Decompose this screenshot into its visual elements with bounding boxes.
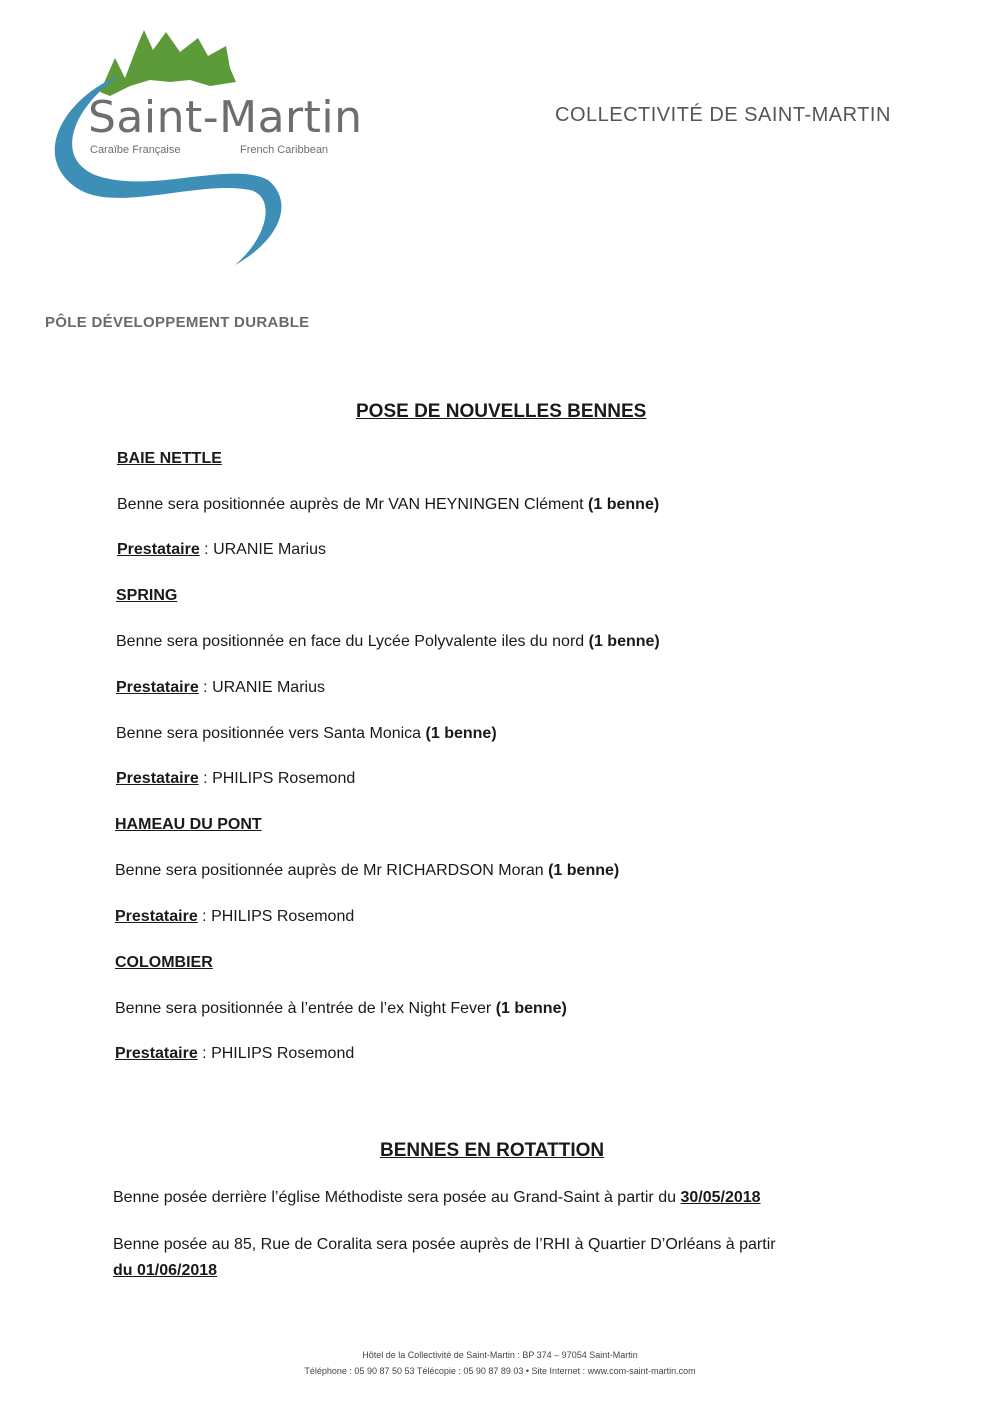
rotation-text: Benne posée au 85, Rue de Coralita sera posée auprès de l’RHI à Quartier D’Orléans à partir: [113, 1236, 776, 1253]
prestataire-label: Prestataire: [117, 541, 200, 558]
department-name: PÔLE DÉVELOPPEMENT DURABLE: [45, 314, 310, 331]
benne-quantity: (1 benne): [588, 496, 660, 513]
prestataire-label: Prestataire: [115, 908, 198, 925]
prestataire-line: [116, 770, 355, 788]
prestataire-label: Prestataire: [116, 770, 199, 787]
benne-line: [116, 725, 497, 743]
rotation-date: 30/05/2018: [680, 1189, 761, 1206]
prestataire-line: [116, 679, 325, 697]
benne-quantity: (1 benne): [588, 633, 660, 650]
prestataire-name: : PHILIPS Rosemond: [203, 770, 356, 787]
benne-text: Benne sera positionnée vers Santa Monica: [116, 725, 422, 742]
section-heading: SPRING: [116, 587, 178, 604]
prestataire-line: [115, 1045, 354, 1063]
logo-title: Saint-Martin: [88, 92, 363, 143]
section-heading: BAIE NETTLE: [117, 450, 222, 467]
rotation-text: Benne posée derrière l’église Méthodiste sera posée au Grand-Saint à partir du: [113, 1189, 676, 1206]
benne-line: [115, 1000, 567, 1018]
benne-line: [116, 633, 660, 651]
document-title: POSE DE NOUVELLES BENNES: [356, 401, 647, 422]
benne-quantity: (1 benne): [495, 1000, 567, 1017]
logo-subtitle-en: French Caribbean: [240, 144, 329, 156]
benne-text: Benne sera positionnée auprès de Mr VAN HEYNINGEN Clément: [117, 496, 584, 513]
organization-name: COLLECTIVITÉ DE SAINT-MARTIN: [555, 104, 891, 126]
benne-text: Benne sera positionnée en face du Lycée Polyvalente iles du nord: [116, 633, 585, 650]
prestataire-name: : URANIE Marius: [204, 541, 326, 558]
rotation-line: [113, 1236, 776, 1254]
rotation-date: du 01/06/2018: [113, 1262, 218, 1279]
prestataire-label: Prestataire: [115, 1045, 198, 1062]
benne-quantity: (1 benne): [425, 725, 497, 742]
prestataire-line: [115, 908, 354, 926]
prestataire-label: Prestataire: [116, 679, 199, 696]
prestataire-line: [117, 541, 326, 559]
rotation-line: [113, 1189, 761, 1207]
prestataire-name: : URANIE Marius: [203, 679, 325, 696]
section-heading: HAMEAU DU PONT: [115, 816, 262, 833]
benne-line: [117, 496, 659, 514]
prestataire-name: : PHILIPS Rosemond: [202, 1045, 355, 1062]
logo-subtitle-fr: Caraïbe Française: [90, 144, 181, 156]
rotation-title: BENNES EN ROTATTION: [380, 1140, 605, 1161]
section-heading: COLOMBIER: [115, 954, 213, 971]
prestataire-name: : PHILIPS Rosemond: [202, 908, 355, 925]
benne-quantity: (1 benne): [548, 862, 620, 879]
benne-line: [115, 862, 619, 880]
benne-text: Benne sera positionnée auprès de Mr RICHARDSON Moran: [115, 862, 544, 879]
benne-text: Benne sera positionnée à l’entrée de l’ex Night Fever: [115, 1000, 492, 1017]
footer-address: Hôtel de la Collectivité de Saint-Martin : BP 374 – 97054 Saint-Martin: [362, 1350, 638, 1360]
footer-contact: Téléphone : 05 90 87 50 53 Télécopie : 05 90 87 89 03 • Site Internet : www.com-saint-martin.com: [304, 1366, 696, 1376]
